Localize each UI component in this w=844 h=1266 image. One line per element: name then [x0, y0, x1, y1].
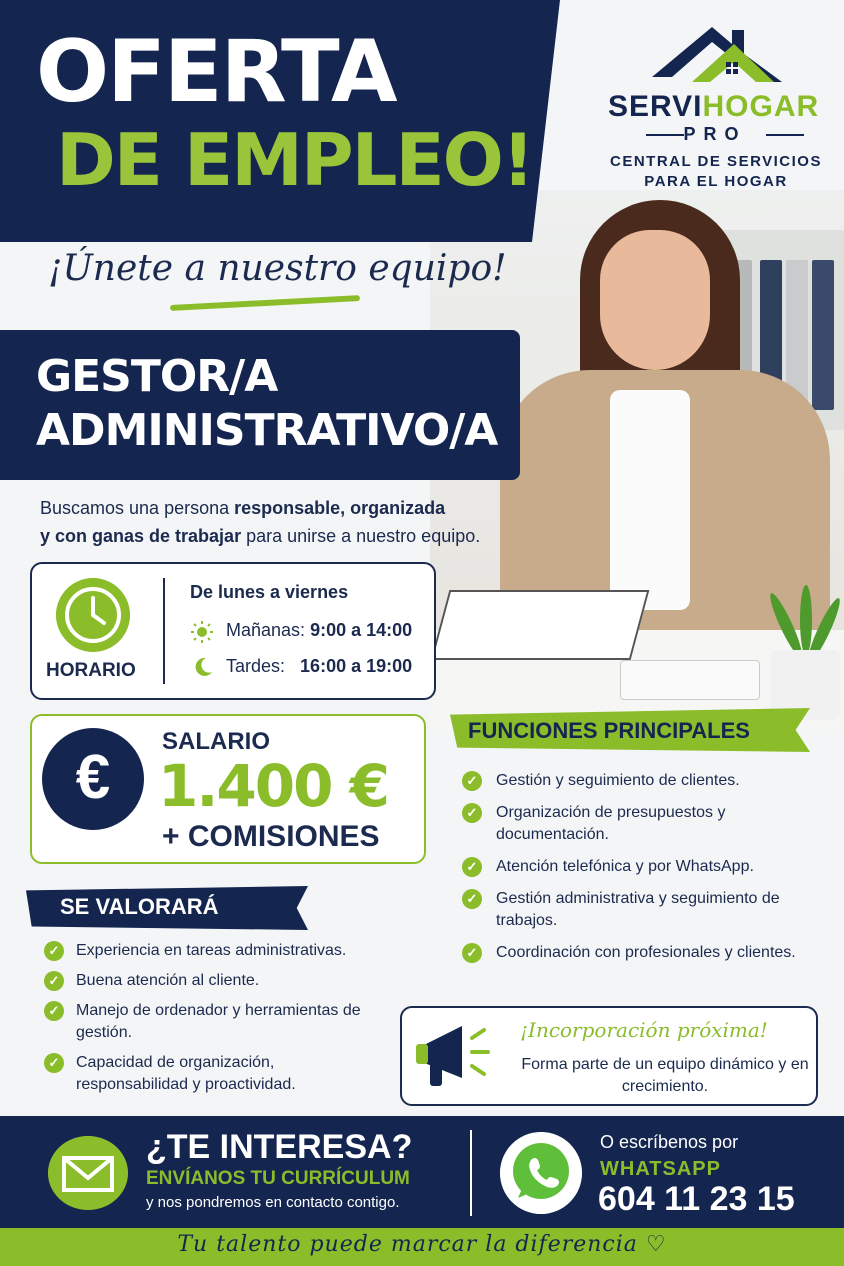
schedule-days: De lunes a viernes: [190, 582, 349, 602]
slogan: ¡Únete a nuestro equipo!: [48, 248, 507, 289]
list-item-text: Organización de presupuestos y documentación.: [496, 804, 726, 843]
brand-tagline: [608, 152, 824, 192]
check-icon: ✓: [462, 771, 482, 791]
footer-question: ¿TE INTERESA?: [146, 1128, 413, 1166]
afternoon-value: 16:00 a 19:00: [300, 656, 413, 676]
afternoon-label: Tardes:: [226, 656, 286, 676]
title-line1: OFERTA: [36, 22, 396, 122]
brand-name: [608, 90, 819, 124]
list-item-text: Coordinación con profesionales y clientes.: [496, 944, 796, 961]
footer-divider: [470, 1130, 472, 1216]
list-item-text: Gestión administrativa y seguimiento de trabajos.: [496, 890, 780, 929]
valued-title: SE VALORARÁ: [60, 894, 219, 919]
footer-note: y nos pondremos en contacto contigo.: [146, 1194, 400, 1211]
brand-part-b: HOGAR: [702, 90, 820, 123]
list-item-text: Capacidad de organización, responsabilidad y proactividad.: [76, 1054, 296, 1093]
position-title: [36, 350, 497, 458]
list-item-text: Experiencia en tareas administrativas.: [76, 942, 347, 959]
intro-bold1: responsable, organizada: [234, 498, 446, 518]
whatsapp-icon: [500, 1132, 582, 1214]
schedule-afternoon: [226, 656, 412, 677]
tagline-line2: PARA EL HOGAR: [644, 173, 788, 190]
list-item: [44, 970, 374, 992]
list-item: [44, 1000, 374, 1044]
envelope-icon: [48, 1136, 128, 1210]
whatsapp-label: WHATSAPP: [600, 1158, 721, 1180]
title-line2: DE EMPLEO!: [56, 118, 533, 202]
notebook: [431, 590, 650, 660]
brand-part-a: SERVI: [608, 90, 703, 123]
salary-label: SALARIO: [162, 728, 270, 755]
tagline-line1: CENTRAL DE SERVICIOS: [610, 153, 822, 170]
whatsapp-pre: O escríbenos por: [600, 1132, 739, 1152]
schedule-label: HORARIO: [46, 660, 136, 681]
check-icon: ✓: [462, 803, 482, 823]
check-icon: ✓: [44, 1001, 64, 1021]
list-item: [462, 802, 802, 846]
valued-list: [44, 940, 374, 1104]
megaphone-icon: [412, 1016, 494, 1094]
intro-part2: para unirse a nuestro equipo.: [241, 526, 481, 546]
morning-label: Mañanas:: [226, 620, 306, 640]
functions-list: [462, 770, 802, 974]
schedule-morning: [226, 620, 412, 641]
incorporation-title: ¡Incorporación próxima!: [520, 1018, 768, 1042]
list-item: [462, 770, 802, 792]
schedule-divider: [163, 578, 165, 684]
check-icon: ✓: [44, 941, 64, 961]
intro-text: [40, 494, 480, 550]
moon-icon: [192, 656, 214, 678]
check-icon: ✓: [462, 943, 482, 963]
functions-title: FUNCIONES PRINCIPALES: [468, 718, 750, 743]
intro-part1: Buscamos una persona: [40, 498, 235, 518]
clock-icon: [56, 578, 130, 652]
brand-sub: PRO: [683, 124, 747, 144]
brand-line-right: [766, 134, 804, 136]
person-face: [600, 230, 710, 370]
intro-bold2: y con ganas de trabajar: [40, 526, 242, 546]
incorporation-text: Forma parte de un equipo dinámico y en crecimiento.: [521, 1056, 809, 1095]
check-icon: ✓: [44, 971, 64, 991]
position-line1: GESTOR/A: [36, 351, 278, 402]
list-item: [462, 856, 802, 878]
list-item: [44, 940, 374, 962]
list-item: [462, 888, 802, 932]
list-item-text: Gestión y seguimiento de clientes.: [496, 772, 740, 789]
list-item: [462, 942, 802, 964]
salary-extra: + COMISIONES: [162, 820, 380, 853]
check-icon: ✓: [462, 857, 482, 877]
morning-value: 9:00 a 14:00: [310, 620, 413, 640]
list-item-text: Buena atención al cliente.: [76, 972, 260, 989]
list-item-text: Manejo de ordenador y herramientas de gestión.: [76, 1002, 361, 1041]
check-icon: ✓: [44, 1053, 64, 1073]
slogan-underline: [170, 295, 360, 311]
plant: [760, 590, 840, 720]
keyboard: [620, 660, 760, 700]
person-shirt: [610, 390, 690, 610]
salary-amount: 1.400 €: [158, 752, 389, 820]
list-item-text: Atención telefónica y por WhatsApp.: [496, 858, 754, 875]
euro-icon: €: [42, 728, 144, 830]
footer-cta: ENVÍANOS TU CURRÍCULUM: [146, 1168, 410, 1189]
phone-number: 604 11 23 15: [598, 1180, 795, 1218]
check-icon: ✓: [462, 889, 482, 909]
sun-icon: [190, 620, 214, 644]
list-item: [44, 1052, 374, 1096]
motto: Tu talento puede marcar la diferencia ♡: [177, 1232, 667, 1257]
position-line2: ADMINISTRATIVO/A: [36, 405, 498, 456]
house-roof-icon: [652, 22, 782, 82]
